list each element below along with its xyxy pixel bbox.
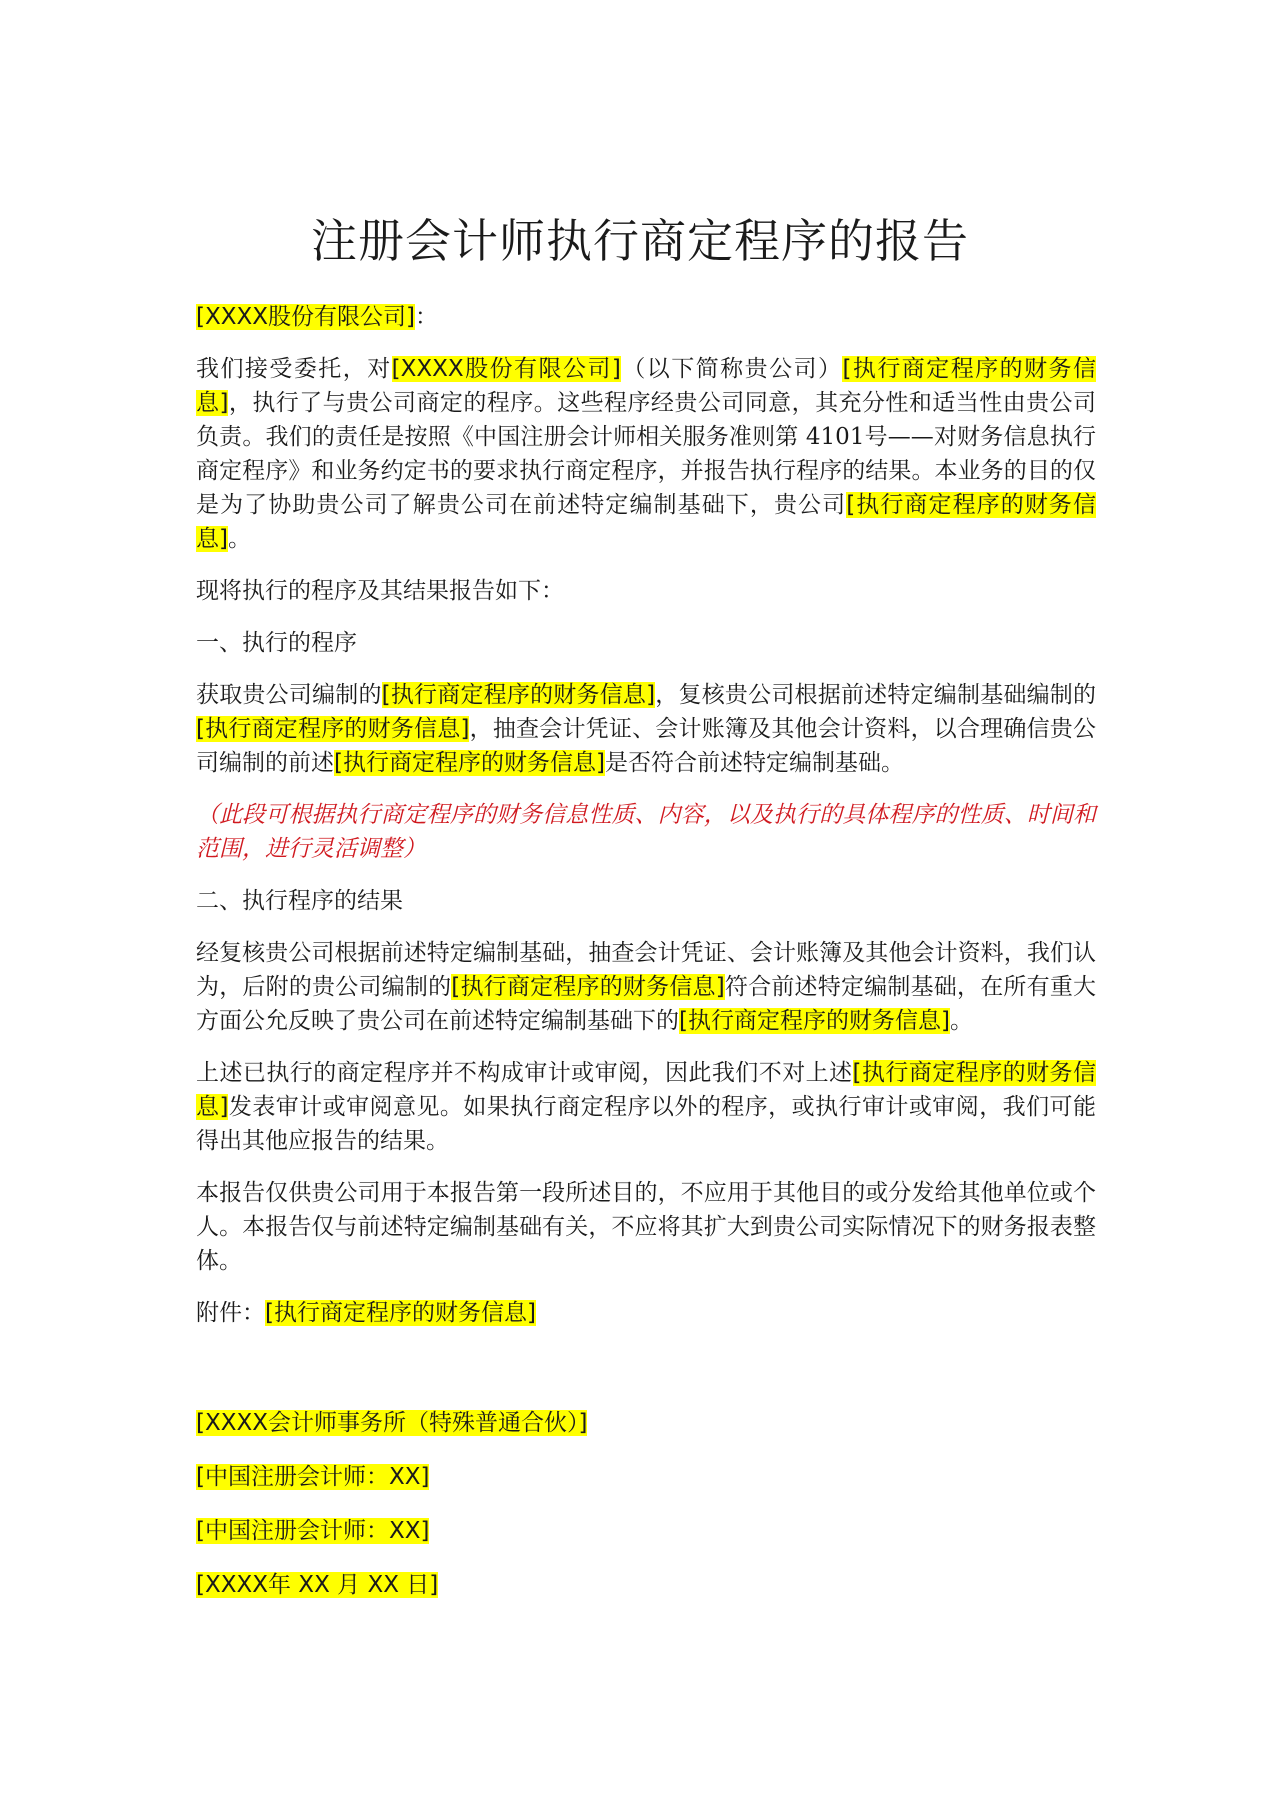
placeholder-financial-info: [执行商定程序的财务信息] (334, 750, 605, 776)
signature-cpa-1: [中国注册会计师：XX] (196, 1464, 430, 1490)
addressee: [XXXX股份有限公司] (196, 304, 415, 330)
signature-cpa-2: [中国注册会计师：XX] (196, 1518, 430, 1544)
section-heading-procedures: 一、执行的程序 (196, 630, 357, 656)
placeholder-financial-info: [执行商定程序的财务信息] (196, 1060, 1096, 1120)
signature-firm: [XXXX会计师事务所（特殊普通合伙）] (196, 1410, 588, 1436)
placeholder-financial-info: [执行商定程序的财务信息] (196, 492, 1096, 552)
paragraph-results: 经复核贵公司根据前述特定编制基础，抽查会计凭证、会计账簿及其他会计资料，我们认为，后附的贵公司编制的[执行商定程序的财务信息]符合前述特定编制基础，在所有重大方面公允反映了贵公司在前述特定编制基础下的[执行商定程序的财务信息]。 (196, 940, 1097, 1034)
document-title: 注册会计师执行商定程序的报告 (311, 214, 969, 268)
paragraph-engagement: 我们接受委托，对[XXXX股份有限公司]（以下简称贵公司）[执行商定程序的财务信息]，执行了与贵公司商定的程序。这些程序经贵公司同意，其充分性和适当性由贵公司负责。我们的责任是按照《中国注册会计师相关服务准则第 4101号——对财务信息执行商定程序》和业务约定书的要求执行商定程序，并报告执行程序的结果。本业务的目的仅是为了协助贵公司了解贵公司在前述特定编制基础下，贵公司[执行商定程序的财务信息]。 (196, 356, 1097, 552)
placeholder-financial-info: [执行商定程序的财务信息] (679, 1008, 950, 1034)
placeholder-attachment: [执行商定程序的财务信息] (265, 1300, 536, 1326)
section-heading-results: 二、执行程序的结果 (196, 888, 403, 914)
placeholder-financial-info: [执行商定程序的财务信息] (196, 716, 470, 742)
document-body (196, 300, 1096, 1622)
placeholder-financial-info: [执行商定程序的财务信息] (451, 974, 725, 1000)
addressee-line: [XXXX股份有限公司]： (196, 304, 438, 330)
editorial-note: （此段可根据执行商定程序的财务信息性质、内容，以及执行的具体程序的性质、时间和范围，进行灵活调整） (196, 802, 1096, 862)
placeholder-financial-info: [执行商定程序的财务信息] (196, 356, 1097, 416)
spacer (196, 1348, 1096, 1406)
placeholder-company: [XXXX股份有限公司] (391, 356, 621, 382)
placeholder-financial-info: [执行商定程序的财务信息] (381, 682, 656, 708)
signature-date: [XXXX年 XX 月 XX 日] (196, 1572, 439, 1598)
attachment-line: 附件：[执行商定程序的财务信息] (196, 1300, 536, 1326)
signature-block (196, 1406, 1096, 1602)
paragraph-usage-restriction: 本报告仅供贵公司用于本报告第一段所述目的，不应用于其他目的或分发给其他单位或个人。本报告仅与前述特定编制基础有关，不应将其扩大到贵公司实际情况下的财务报表整体。 (196, 1180, 1096, 1274)
paragraph-disclaimer: 上述已执行的商定程序并不构成审计或审阅，因此我们不对上述[执行商定程序的财务信息]发表审计或审阅意见。如果执行商定程序以外的程序，或执行审计或审阅，我们可能得出其他应报告的结果。 (196, 1060, 1096, 1154)
paragraph-intro: 现将执行的程序及其结果报告如下： (196, 578, 564, 604)
paragraph-procedures: 获取贵公司编制的[执行商定程序的财务信息]，复核贵公司根据前述特定编制基础编制的[执行商定程序的财务信息]，抽查会计凭证、会计账簿及其他会计资料，以合理确信贵公司编制的前述[执行商定程序的财务信息]是否符合前述特定编制基础。 (196, 682, 1097, 776)
